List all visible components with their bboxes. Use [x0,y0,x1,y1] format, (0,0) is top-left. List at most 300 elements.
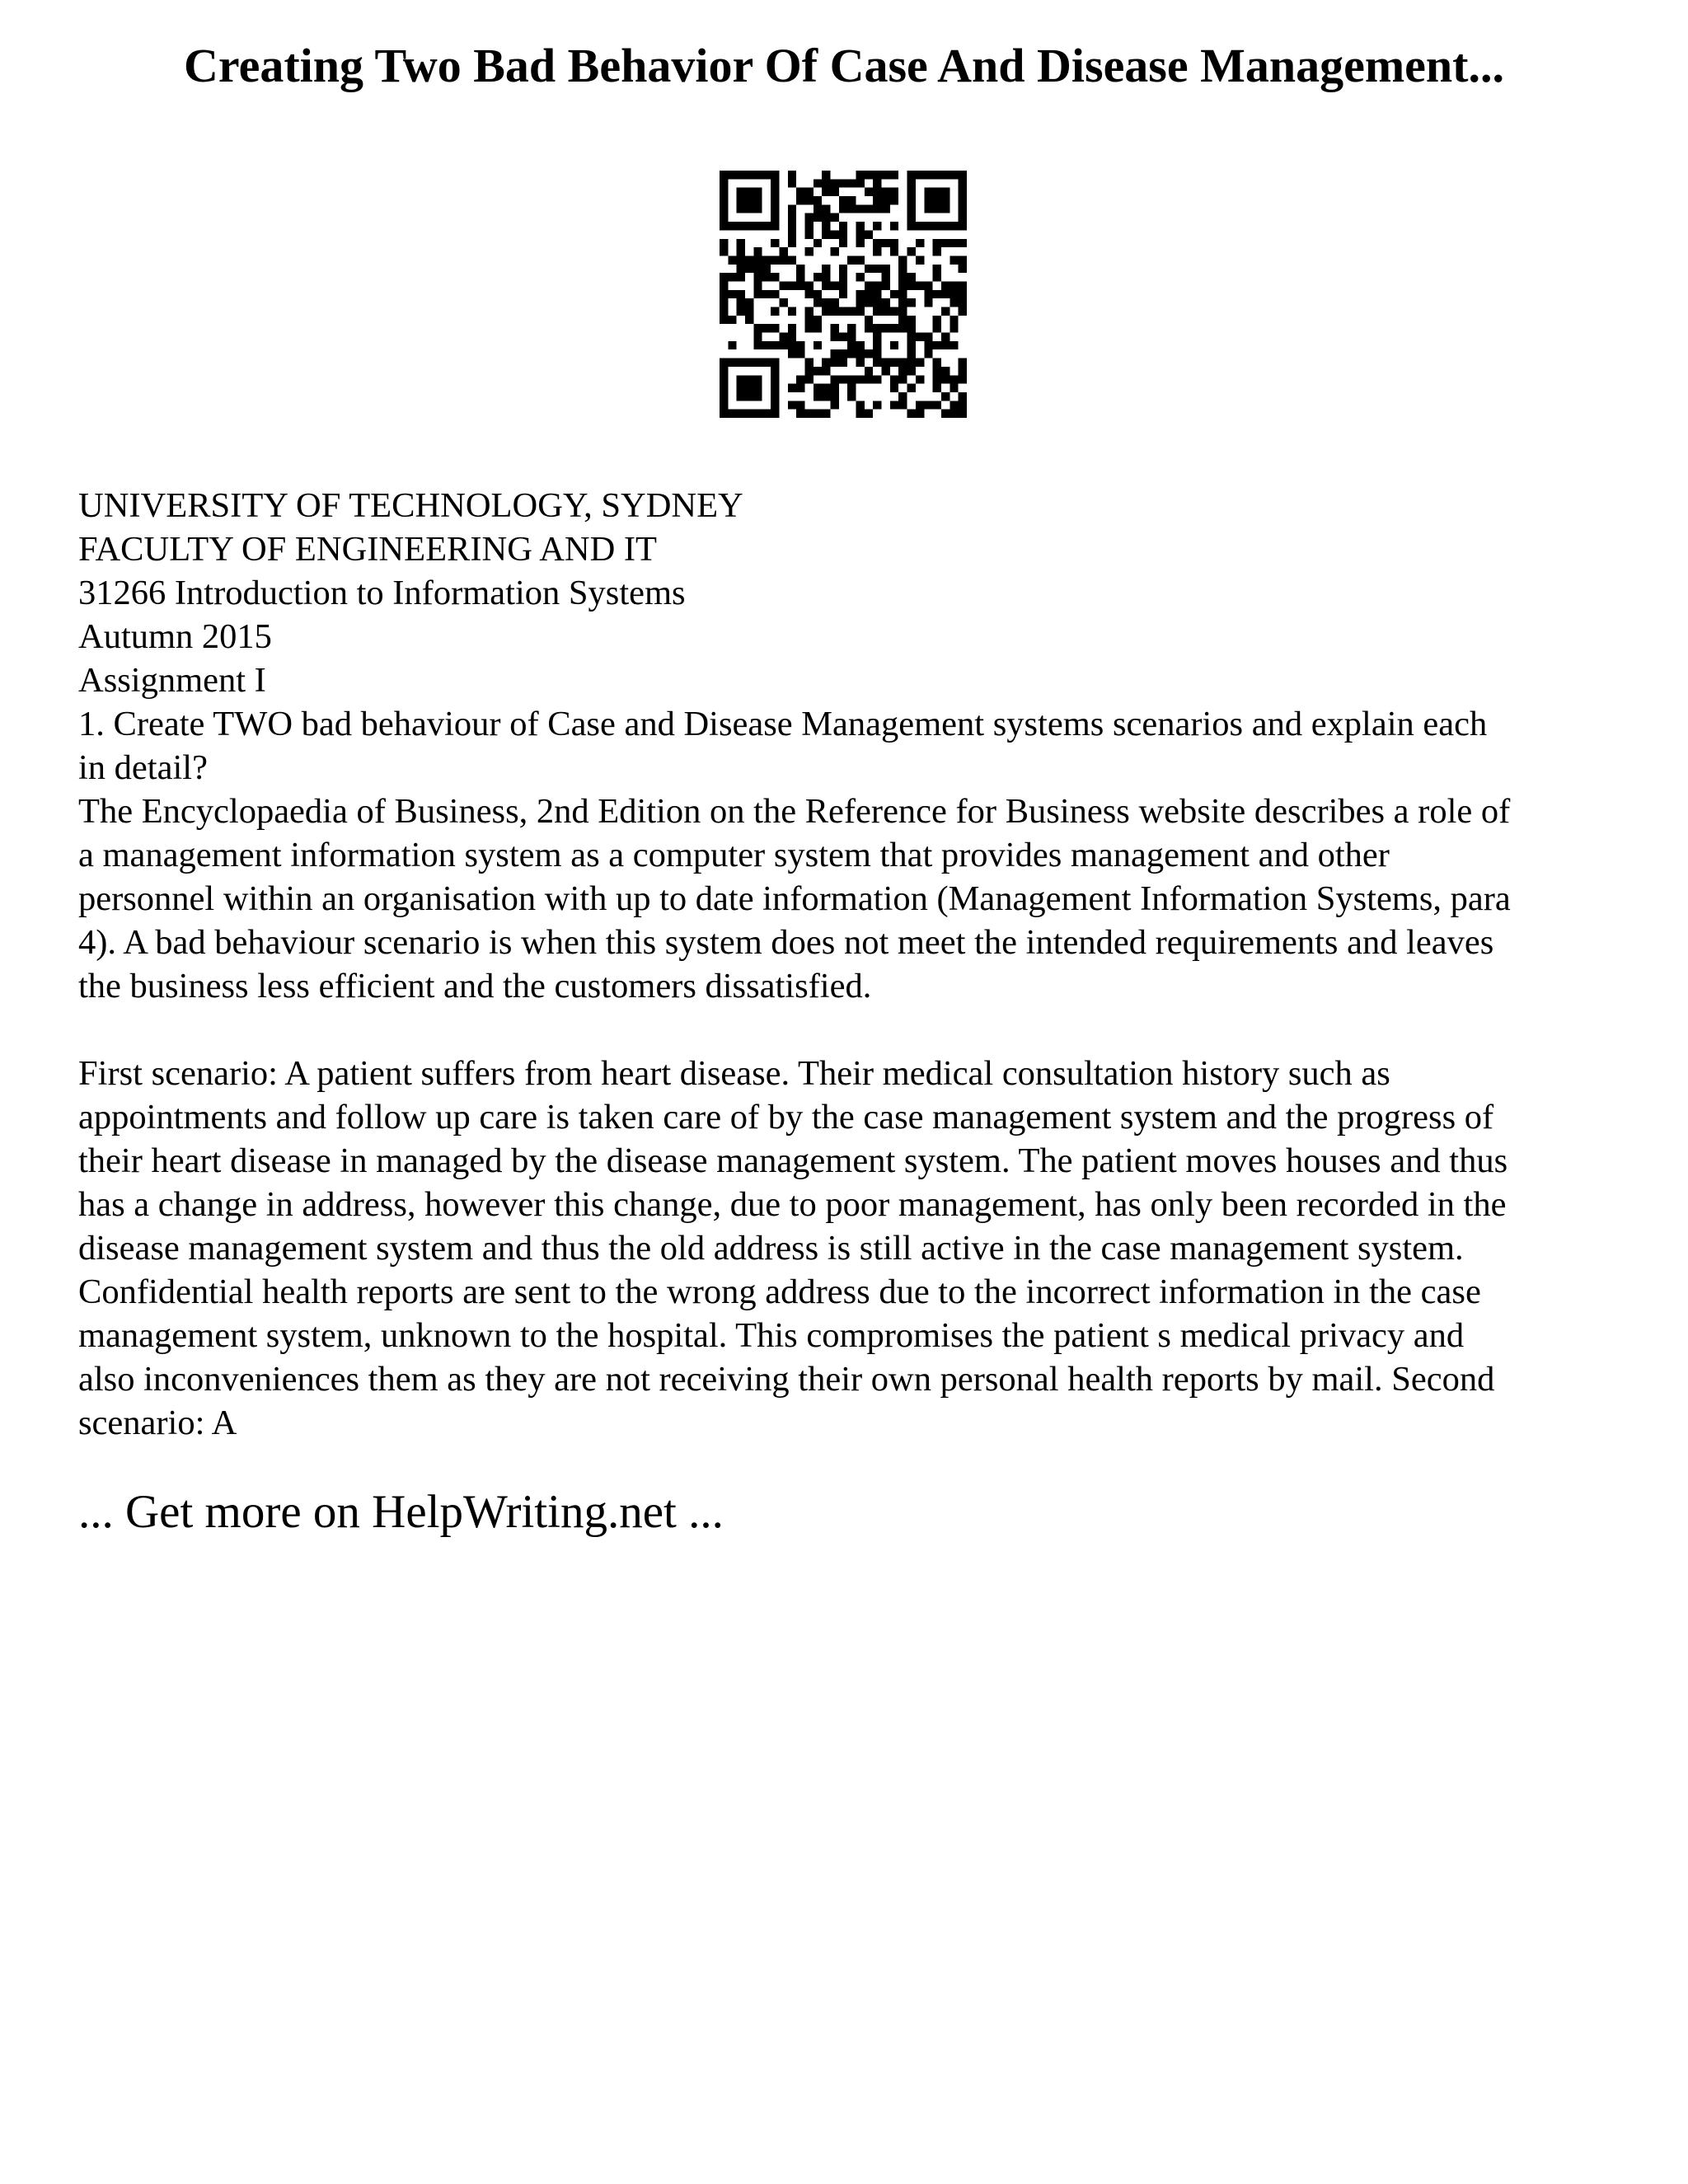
qr-module [847,333,856,341]
qr-module [737,204,745,213]
qr-module [882,196,890,204]
qr-module [737,307,745,316]
qr-module [882,359,890,367]
qr-module [745,204,753,213]
qr-module [873,265,881,273]
qr-module [830,359,838,367]
qr-module [728,410,736,418]
qr-module [873,171,881,179]
qr-module [720,298,728,307]
qr-module [941,196,950,204]
qr-module [950,290,958,298]
qr-module [737,384,745,392]
qr-module [865,316,873,324]
qr-module [830,247,838,255]
qr-module [830,281,838,289]
qr-code [720,171,967,418]
qr-module [771,384,779,392]
qr-module [865,230,873,238]
qr-module [753,247,762,255]
qr-module [737,247,745,255]
qr-module [959,298,967,307]
qr-module [882,204,890,213]
qr-module [873,290,881,298]
qr-module [865,290,873,298]
qr-module [907,204,916,213]
qr-module [839,333,847,341]
qr-module [941,239,950,247]
scenario-paragraph-line: disease management system and thus the old address is still active in the case management system. [78,1229,1464,1268]
qr-module [720,410,728,418]
qr-module [924,298,932,307]
qr-module [890,375,898,383]
qr-module [737,222,745,230]
qr-module [959,222,967,230]
qr-module [788,333,796,341]
qr-module [745,307,753,316]
qr-module [898,265,907,273]
qr-module [898,359,907,367]
qr-module [856,410,865,418]
qr-module [822,410,830,418]
qr-module [865,367,873,375]
qr-module [822,367,830,375]
qr-module [907,384,916,392]
qr-module [788,213,796,222]
qr-module [933,188,941,196]
qr-module [933,290,941,298]
qr-module [847,384,856,392]
qr-module [762,265,771,273]
qr-module [839,265,847,273]
qr-module [856,307,865,316]
qr-module [720,179,728,187]
qr-module [822,359,830,367]
qr-module [890,247,898,255]
qr-module [907,349,916,358]
qr-module [933,375,941,383]
qr-module [907,247,916,255]
qr-module [814,367,822,375]
qr-module [941,171,950,179]
qr-module [822,204,830,213]
qr-module [941,290,950,298]
qr-module [933,239,941,247]
qr-module [959,392,967,401]
qr-module [804,222,813,230]
qr-module [830,298,838,307]
qr-module [941,188,950,196]
qr-module [873,324,881,332]
qr-module [771,341,779,349]
qr-module [814,392,822,401]
qr-module [822,230,830,238]
qr-module [941,375,950,383]
qr-module [924,204,932,213]
scenario-paragraph-line: appointments and follow up care is taken care of by the case management system and the progress of [78,1098,1494,1137]
qr-module [907,298,916,307]
qr-module [720,281,728,289]
qr-module [865,188,873,196]
qr-module [924,341,932,349]
qr-module [916,401,924,409]
qr-module [737,196,745,204]
qr-module [771,392,779,401]
qr-module [907,171,916,179]
qr-module [856,171,865,179]
qr-module [959,281,967,289]
qr-module [771,179,779,187]
intro-paragraph-line: The Encyclopaedia of Business, 2nd Edition on the Reference for Business website describes a role of [78,792,1511,831]
qr-module [762,273,771,281]
qr-module [762,341,771,349]
qr-module [753,341,762,349]
qr-module [890,341,898,349]
qr-module [924,401,932,409]
qr-module [873,298,881,307]
intro-paragraph-line: a management information system as a computer system that provides management and other [78,836,1390,874]
qr-module [737,265,745,273]
qr-module [804,307,813,316]
qr-module [856,290,865,298]
qr-module [890,222,898,230]
qr-module [865,324,873,332]
qr-module [865,410,873,418]
qr-module [728,255,736,264]
qr-module [924,333,932,341]
qr-module [933,341,941,349]
qr-module [788,281,796,289]
qr-module [804,375,813,383]
qr-module [898,316,907,324]
qr-module [941,367,950,375]
qr-module [959,290,967,298]
qr-module [941,222,950,230]
qr-module [959,204,967,213]
document-title: Creating Two Bad Behavior Of Case And Disease Management... [184,39,1504,92]
qr-module [959,213,967,222]
qr-module [950,401,958,409]
qr-module [804,281,813,289]
scenario-paragraph-line: First scenario: A patient suffers from heart disease. Their medical consultation history such as [78,1054,1390,1093]
qr-module [865,171,873,179]
scenario-paragraph-line: also inconveniences them as they are not receiving their own personal health reports by mail. Second [78,1360,1495,1399]
qr-module [830,307,838,316]
qr-module [959,359,967,367]
document-body [78,484,1620,1445]
qr-module [933,265,941,273]
qr-module [873,247,881,255]
qr-module [796,384,804,392]
qr-module [753,384,762,392]
qr-module [907,179,916,187]
qr-module [950,255,958,264]
qr-module [796,196,804,204]
qr-module [839,375,847,383]
qr-module [753,171,762,179]
qr-module [804,196,813,204]
qr-module [856,239,865,247]
get-more-link[interactable]: ... Get more on HelpWriting.net ... [78,1486,724,1538]
qr-module [737,290,745,298]
qr-module [814,196,822,204]
qr-module [753,222,762,230]
qr-module [856,179,865,187]
qr-module [890,239,898,247]
qr-module [839,179,847,187]
qr-module [882,367,890,375]
qr-module [830,230,838,238]
qr-module [720,222,728,230]
qr-module [745,222,753,230]
qr-module [720,204,728,213]
qr-module [873,349,881,358]
qr-module [941,341,950,349]
qr-module [916,255,924,264]
qr-module [873,341,881,349]
qr-module [796,265,804,273]
qr-module [720,239,728,247]
qr-module [796,273,804,281]
qr-module [890,171,898,179]
qr-module [839,204,847,213]
qr-module [728,341,736,349]
qr-module [788,349,796,358]
qr-module [873,179,881,187]
qr-module [873,307,881,316]
qr-module [856,204,865,213]
qr-module [873,196,881,204]
qr-module [737,392,745,401]
qr-module [830,375,838,383]
qr-module [720,171,728,179]
qr-module [907,273,916,281]
scenario-paragraph-line: Confidential health reports are sent to the wrong address due to the incorrect information in the case [78,1272,1481,1311]
qr-module [804,230,813,238]
qr-module [916,222,924,230]
qr-module [822,392,830,401]
qr-module [933,359,941,367]
qr-module [839,290,847,298]
qr-module [873,281,881,289]
qr-module [839,281,847,289]
qr-module [745,196,753,204]
qr-module [950,222,958,230]
qr-module [753,375,762,383]
qr-module [779,333,787,341]
qr-module [933,401,941,409]
qr-module [950,410,958,418]
qr-module [804,324,813,332]
qr-module [771,171,779,179]
qr-module [847,204,856,213]
qr-module [907,341,916,349]
qr-module [753,290,762,298]
qr-module [822,384,830,392]
qr-module [830,384,838,392]
qr-module [882,171,890,179]
qr-module [898,401,907,409]
qr-module [898,281,907,289]
header-line-university: UNIVERSITY OF TECHNOLOGY, SYDNEY [78,486,743,525]
qr-module [720,316,728,324]
question-line: 1. Create TWO bad behaviour of Case and Disease Management systems scenarios and explain each [78,705,1488,743]
qr-module [720,213,728,222]
qr-module [847,392,856,401]
qr-module [814,179,822,187]
qr-module [959,307,967,316]
qr-module [882,265,890,273]
qr-module [753,392,762,401]
qr-module [762,359,771,367]
qr-module [720,307,728,316]
qr-module [753,273,762,281]
qr-module [856,298,865,307]
qr-module [771,239,779,247]
qr-module [788,204,796,213]
qr-module [728,316,736,324]
qr-module [753,196,762,204]
qr-module [771,307,779,316]
qr-module [771,410,779,418]
qr-module [959,196,967,204]
qr-module [745,171,753,179]
qr-module [959,255,967,264]
qr-module [924,349,932,358]
qr-module [907,367,916,375]
qr-module [839,230,847,238]
qr-module [907,213,916,222]
qr-module [830,188,838,196]
qr-module [728,290,736,298]
qr-module [762,171,771,179]
qr-module [804,316,813,324]
qr-module [924,290,932,298]
qr-module [737,171,745,179]
qr-module [898,255,907,264]
qr-module [950,281,958,289]
qr-module [779,341,787,349]
qr-module [959,239,967,247]
qr-module [882,239,890,247]
qr-module [856,230,865,238]
qr-module [788,307,796,316]
qr-module [933,171,941,179]
qr-module [830,333,838,341]
intro-paragraph-line: personnel within an organisation with up to date information (Management Information Systems, para [78,879,1511,918]
qr-module [822,222,830,230]
qr-module [762,290,771,298]
qr-module [720,273,728,281]
qr-module [898,273,907,281]
qr-module [890,196,898,204]
qr-module [941,204,950,213]
intro-paragraph-line: the business less efficient and the customers dissatisfied. [78,967,872,1005]
qr-module [882,324,890,332]
qr-module [924,281,932,289]
qr-module [839,196,847,204]
qr-module [753,281,762,289]
qr-module [873,239,881,247]
qr-module [720,401,728,409]
qr-module [720,392,728,401]
qr-module [771,213,779,222]
qr-module [865,204,873,213]
qr-module [890,401,898,409]
qr-module [720,375,728,383]
qr-module [720,367,728,375]
qr-module [796,341,804,349]
qr-module [788,384,796,392]
qr-module [839,359,847,367]
qr-module [745,255,753,264]
qr-module [788,239,796,247]
qr-module [890,384,898,392]
qr-module [856,401,865,409]
qr-module [941,392,950,401]
qr-module [830,392,838,401]
qr-module [737,188,745,196]
qr-module [941,333,950,341]
qr-module [916,359,924,367]
qr-module [720,384,728,392]
qr-module [882,307,890,316]
qr-module [933,222,941,230]
qr-module [720,196,728,204]
qr-module [771,401,779,409]
qr-module [720,188,728,196]
qr-module [898,367,907,375]
header-line-faculty: FACULTY OF ENGINEERING AND IT [78,530,658,569]
qr-module [924,196,932,204]
qr-module [890,290,898,298]
qr-module [830,213,838,222]
qr-module [898,307,907,316]
qr-module [830,324,838,332]
qr-module [873,359,881,367]
qr-module [856,375,865,383]
qr-module [839,307,847,316]
qr-module [737,273,745,281]
scenario-paragraph-line: has a change in address, however this change, due to poor management, has only been recorded in the [78,1185,1507,1224]
qr-module [779,281,787,289]
qr-module [771,375,779,383]
qr-module [916,239,924,247]
qr-module [924,171,932,179]
qr-module [771,324,779,332]
qr-module [804,213,813,222]
qr-module [959,410,967,418]
qr-module [728,359,736,367]
qr-module [865,281,873,289]
scenario-paragraph-line: scenario: A [78,1404,237,1442]
qr-module [916,375,924,383]
qr-module [762,410,771,418]
qr-module [933,273,941,281]
qr-module [950,341,958,349]
qr-module [728,273,736,281]
qr-module [898,375,907,383]
qr-module [720,247,728,255]
qr-module [839,222,847,230]
qr-module [779,298,787,307]
qr-module [907,222,916,230]
qr-module [890,359,898,367]
qr-module [916,171,924,179]
qr-module [796,188,804,196]
qr-module [814,290,822,298]
qr-module [779,247,787,255]
